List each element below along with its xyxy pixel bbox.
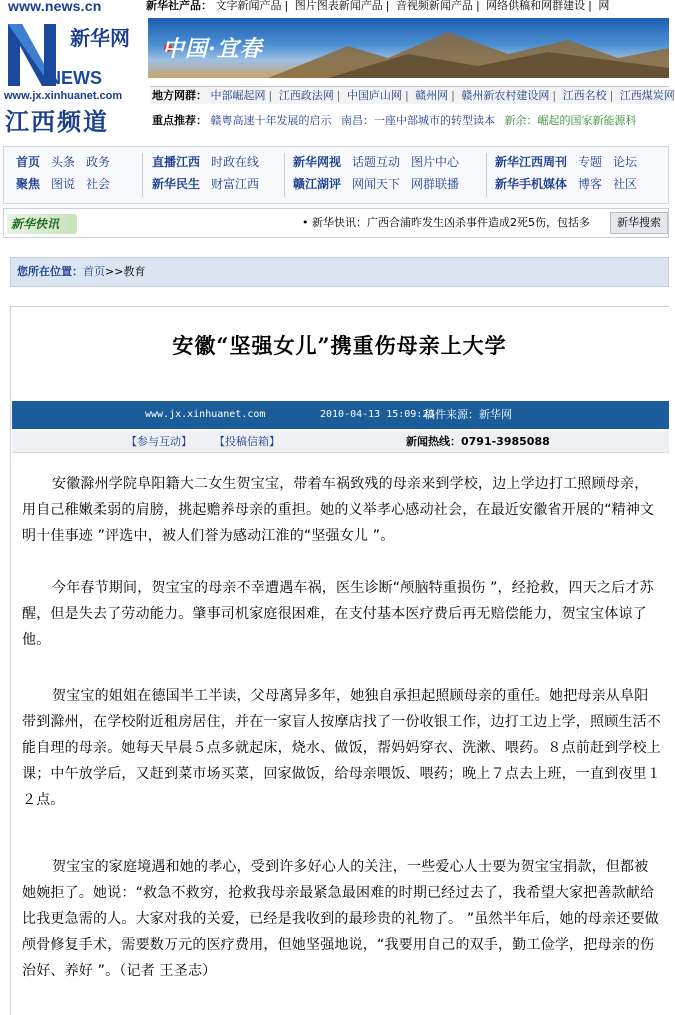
nav-link[interactable]: 话题互动 [352, 155, 401, 169]
article-paragraph: 贺宝宝的姐姐在德国半工半读，父母离异多年，她独自承担起照顾母亲的重任。她把母亲从阜阳带到滁州，在学校附近租房居住，并在一家盲人按摩店找了一份收银工作，边打工边上学，照顾生活不能自理的母亲。她每天早晨５点多就起床，烧水、做饭，帮妈妈穿衣、洗漱、喂药。８点前赶到学校上课；中午放学后，又赶到菜市场买菜，回家做饭，给母亲喂饭、喂药；晚上７点去上班，一直到夜里１２点。 [22, 688, 661, 808]
news-flash-ticker[interactable]: • 新华快讯：广西合浦昨发生凶杀事件造成2死5伤，包括多 [302, 216, 590, 229]
local-network-link[interactable]: 赣州网 [415, 89, 449, 102]
nav-divider [284, 153, 285, 197]
main-nav [3, 146, 669, 204]
product-bar-label: 新华社产品： [146, 0, 212, 12]
nav-group-2 [152, 151, 270, 195]
nav-group-4 [495, 151, 648, 195]
local-network-link[interactable]: 江西政法网 [278, 89, 334, 102]
nav-link[interactable]: 直播江西 [152, 155, 201, 169]
product-link[interactable]: 图片图表新闻产品 [294, 0, 383, 12]
nav-divider [142, 153, 143, 197]
article-paragraph: 安徽滁州学院阜阳籍大二女生贺宝宝，带着车祸致残的母亲来到学校，边上学边打工照顾母亲，用自己稚嫩柔弱的肩膀，挑起赡养母亲的重担。她的义举孝心感动社会，在最近安徽省开展的“精神文明十佳事迹 ”评选中，被人们誉为感动江淮的“坚强女儿 ”。 [22, 476, 655, 544]
xinhua-search-button[interactable]: 新华搜索 [610, 212, 668, 234]
nav-link[interactable]: 网闻天下 [352, 177, 401, 191]
local-network-bar: 地方网群： 中部崛起网 | 江西政法网 | 中国庐山网 | 赣州网 | 赣州新农村建设网 | 江西名校 | 江西煤炭网 [150, 86, 669, 104]
nav-link[interactable]: 论坛 [613, 155, 638, 169]
banner-text: 中国·宜春 [162, 36, 263, 62]
news-hotline: 新闻热线：0791-3985088 [406, 435, 550, 448]
key-recommend-link[interactable]: 南昌：一座中部城市的转型读本 [341, 114, 495, 127]
breadcrumb-label: 您所在位置： [17, 265, 83, 278]
nav-link[interactable]: 社会 [86, 177, 111, 191]
site-logo[interactable] [0, 0, 146, 140]
nav-link[interactable]: 时政在线 [211, 155, 260, 169]
nav-link[interactable]: 网群联播 [411, 177, 460, 191]
nav-divider [486, 153, 487, 197]
local-network-link[interactable]: 江西名校 [562, 89, 607, 102]
breadcrumb-separator: >> [105, 265, 124, 278]
nav-link[interactable]: 政务 [86, 155, 111, 169]
breadcrumb-home[interactable]: 首页 [83, 265, 105, 278]
local-network-link[interactable]: 赣州新农村建设网 [461, 89, 550, 102]
news-flash-bar [3, 208, 669, 238]
product-link[interactable]: 网 [598, 0, 610, 12]
key-recommend-bar [150, 112, 669, 130]
key-recommend-label: 重点推荐： [152, 114, 207, 127]
news-word: NEWS [48, 68, 102, 88]
nav-link[interactable]: 图片中心 [411, 155, 460, 169]
breadcrumb-current: 教育 [123, 265, 146, 278]
logo-brand: 新华网 [70, 26, 130, 50]
nav-link[interactable]: 社区 [613, 177, 638, 191]
nav-link[interactable]: 头条 [51, 155, 76, 169]
nav-link[interactable]: 新华网视 [293, 155, 342, 169]
nav-link[interactable]: 专题 [578, 155, 603, 169]
nav-link[interactable]: 赣江湖评 [293, 177, 342, 191]
article-paragraph: 今年春节期间，贺宝宝的母亲不幸遭遇车祸，医生诊断“颅脑特重损伤 ”，经抢救，四天之后才苏醒，但是失去了劳动能力。肇事司机家庭很困难，在支付基本医疗费后再无赔偿能力，贺宝宝体谅了他。 [22, 580, 654, 648]
local-network-label: 地方网群： [152, 89, 207, 102]
article-site: www.jx.xinhuanet.com [145, 409, 266, 420]
nav-link[interactable]: 首页 [16, 155, 41, 169]
logo-url: www.news.cn [8, 0, 102, 14]
key-recommend-highlight[interactable]: 新余：崛起的国家新能源科 [504, 114, 637, 127]
interact-link[interactable]: 参与互动 [137, 435, 181, 448]
article-tools-bar: 【参与互动】 【投稿信箱】 新闻热线：0791-3985088 [12, 431, 669, 453]
nav-link[interactable]: 图说 [51, 177, 76, 191]
local-network-link[interactable]: 中国庐山网 [346, 89, 402, 102]
news-flash-logo: 新华快讯 [7, 214, 77, 234]
nav-link[interactable]: 博客 [578, 177, 603, 191]
product-link[interactable]: 网络供稿和网群建设 [486, 0, 586, 12]
local-network-link[interactable]: 中部崛起网 [210, 89, 266, 102]
local-network-link[interactable]: 江西煤炭网 [619, 89, 675, 102]
product-link[interactable]: 音视频新闻产品 [395, 0, 473, 12]
submit-mailbox-link[interactable]: 投稿信箱 [225, 435, 269, 448]
logo-sub-url: www.jx.xinhuanet.com [4, 90, 123, 102]
nav-link[interactable]: 新华手机媒体 [495, 177, 568, 191]
breadcrumb [10, 257, 669, 287]
nav-group-3 [293, 151, 470, 195]
article-datetime: 2010-04-13 15:09:23 [320, 409, 435, 420]
article-paragraph: 贺宝宝的家庭境遇和她的孝心，受到许多好心人的关注，一些爱心人士要为贺宝宝捐款，但都被她婉拒了。她说：“救急不救穷，抢救我母亲最紧急最困难的时期已经过去了，我希望大家把善款献给比我更急需的人。大家对我的关爱，已经是我收到的最珍贵的礼物了。 ”虽然半年后，她的母亲还要做颅骨修复手术，需要数万元的医疗费用，但她坚强地说，“我要用自己的双手，勤工俭学，把母亲的伤治好、养好 ”。（记者 王圣志） [22, 859, 659, 979]
nav-link[interactable]: 新华江西周刊 [495, 155, 568, 169]
article-title: 安徽“坚强女儿”携重伤母亲上大学 [172, 333, 507, 358]
key-recommend-link[interactable]: 赣粤高速十年发展的启示 [210, 114, 332, 127]
product-link[interactable]: 文字新闻产品 [215, 0, 282, 12]
product-bar: 新华社产品： 文字新闻产品 | 图片图表新闻产品 | 音视频新闻产品 | 网络供稿和网群建设 | 网 [146, 0, 610, 12]
ad-banner[interactable] [148, 18, 669, 78]
article-meta-bar [12, 401, 669, 429]
nav-link[interactable]: 新华民生 [152, 177, 201, 191]
nav-group-1 [16, 151, 121, 195]
nav-link[interactable]: 聚焦 [16, 177, 41, 191]
article-source: 稿件来源：新华网 [424, 408, 512, 421]
nav-link[interactable]: 财富江西 [211, 177, 260, 191]
channel-title: 江西频道 [5, 108, 109, 136]
